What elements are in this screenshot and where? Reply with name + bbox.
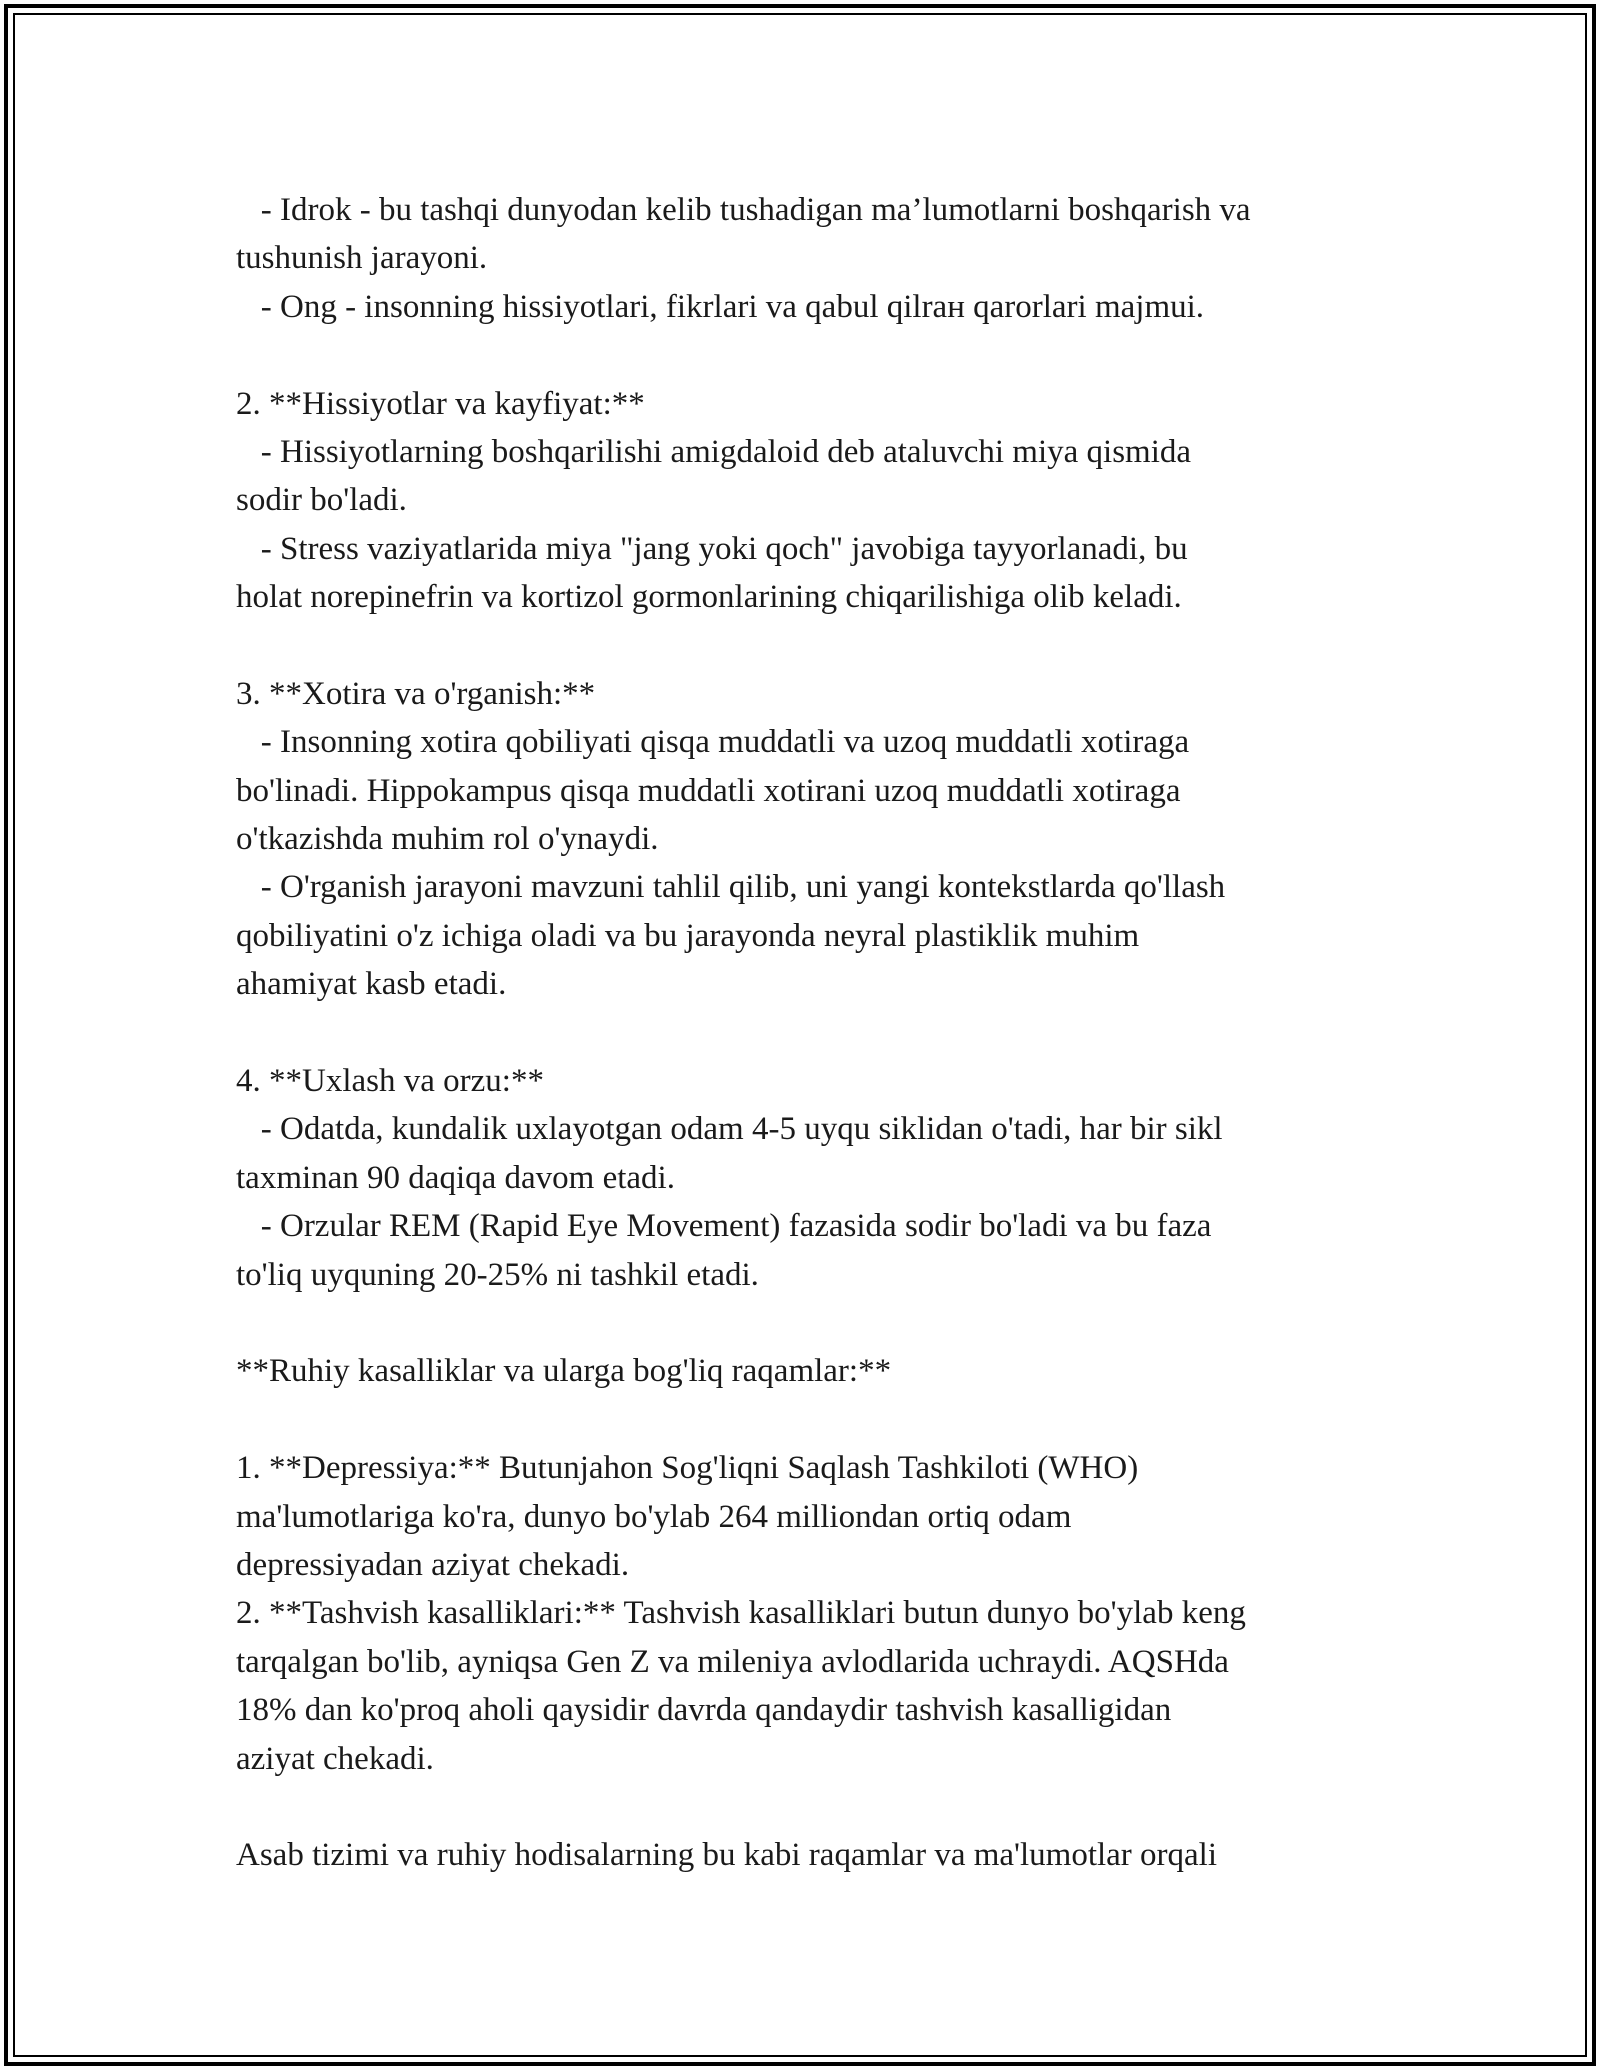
text-line: 18% dan ko'proq aholi qaysidir davrda qandaydir tashvish kasalligidan [236, 1692, 1172, 1729]
text-line: sodir bo'ladi. [236, 482, 407, 519]
text-line: - Insonning xotira qobiliyati qisqa muddatli va uzoq muddatli xotiraga [236, 724, 1190, 761]
paragraph-spacer [236, 1783, 1386, 1831]
text-line: tushunish jarayoni. [236, 240, 488, 277]
text-line: 3. **Xotira va o'rganish:** [236, 675, 596, 712]
text-line: taxminan 90 daqiqa davom etadi. [236, 1159, 675, 1196]
text-line: - Ong - insonning hissiyotlari, fikrlari va qabul qilraн qarorlari majmui. [236, 288, 1205, 325]
text-line: - Hissiyotlarning boshqarilishi amigdaloid deb ataluvchi miya qismida [236, 433, 1192, 470]
paragraph [236, 1347, 1386, 1395]
text-line: Asab tizimi va ruhiy hodisalarning bu kabi raqamlar va ma'lumotlar orqali [236, 1837, 1218, 1874]
paragraph [236, 1831, 1386, 1879]
text-line: - O'rganish jarayoni mavzuni tahlil qilib, uni yangi kontekstlarda qo'llash [236, 869, 1226, 906]
text-line: depressiyadan aziyat chekadi. [236, 1546, 630, 1583]
text-line: o'tkazishda muhim rol o'ynaydi. [236, 821, 659, 858]
paragraph [236, 1057, 1386, 1299]
text-line: tarqalgan bo'lib, ayniqsa Gen Z va mileniya avlodlarida uchraydi. AQSHda [236, 1643, 1229, 1680]
text-line: bo'linadi. Hippokampus qisqa muddatli xotirani uzoq muddatli xotiraga [236, 772, 1181, 809]
paragraph-spacer [236, 622, 1386, 670]
document-body [236, 186, 1386, 1880]
text-line: 2. **Tashvish kasalliklari:** Tashvish kasalliklari butun dunyo bo'ylab keng [236, 1595, 1246, 1632]
paragraph-spacer [236, 331, 1386, 379]
paragraph [236, 670, 1386, 1009]
text-line: ma'lumotlariga ko'ra, dunyo bo'ylab 264 milliondan ortiq odam [236, 1498, 1072, 1535]
paragraph [236, 380, 1386, 622]
paragraph-spacer [236, 1299, 1386, 1347]
paragraph [236, 186, 1386, 331]
text-line: 2. **Hissiyotlar va kayfiyat:** [236, 385, 645, 422]
text-line: qobiliyatini o'z ichiga oladi va bu jarayonda neyral plastiklik muhim [236, 917, 1140, 954]
paragraph-spacer [236, 1009, 1386, 1057]
paragraph [236, 1444, 1386, 1783]
text-line: **Ruhiy kasalliklar va ularga bog'liq raqamlar:** [236, 1353, 892, 1390]
text-line: 1. **Depressiya:** Butunjahon Sog'liqni Saqlash Tashkiloti (WHO) [236, 1450, 1139, 1487]
text-line: - Idrok - bu tashqi dunyodan kelib tushadigan ma’lumotlarni boshqarish va [236, 192, 1251, 228]
text-line: - Stress vaziyatlarida miya "jang yoki qoch" javobiga tayyorlanadi, bu [236, 530, 1188, 567]
paragraph-spacer [236, 1396, 1386, 1444]
text-line: aziyat chekadi. [236, 1740, 434, 1777]
text-line: 4. **Uxlash va orzu:** [236, 1063, 544, 1100]
text-line: to'liq uyquning 20-25% ni tashkil etadi. [236, 1256, 759, 1293]
text-line: ahamiyat kasb etadi. [236, 966, 507, 1003]
text-line: - Odatda, kundalik uxlayotgan odam 4-5 uyqu siklidan o'tadi, har bir sikl [236, 1111, 1223, 1148]
text-line: holat norepinefrin va kortizol gormonlarining chiqarilishiga olib keladi. [236, 579, 1182, 616]
text-line: - Orzular REM (Rapid Eye Movement) fazasida sodir bo'ladi va bu faza [236, 1208, 1212, 1245]
